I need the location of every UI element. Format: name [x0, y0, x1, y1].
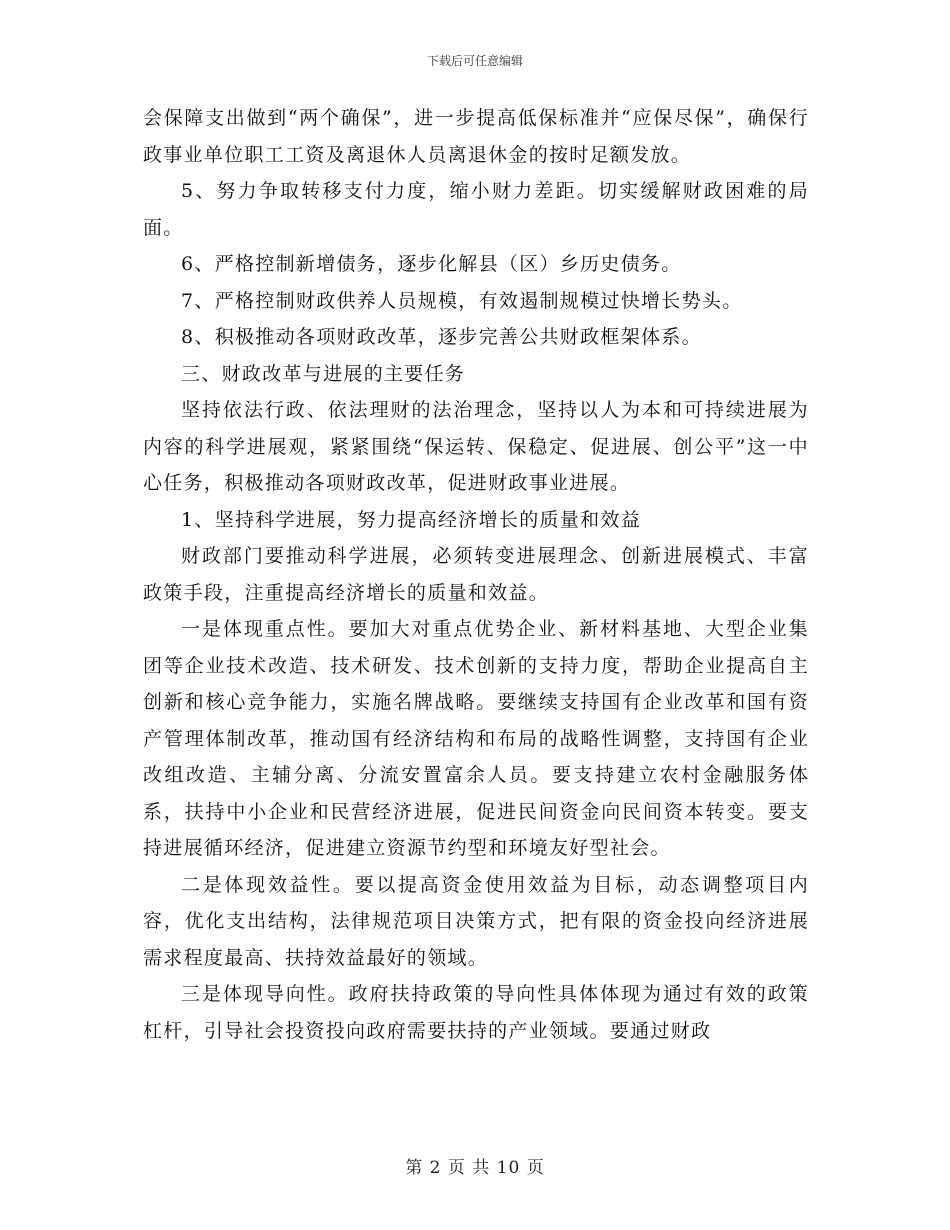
paragraph: 会保障支出做到“两个确保”，进一步提高低保标准并“应保尽保”，确保行政事业单位职工工资及离退休人员离退休金的按时足额发放。: [143, 107, 809, 166]
page-header: 下载后可任意编辑: [426, 54, 523, 68]
paragraph: 三是体现导向性。政府扶持政策的导向性具体体现为通过有效的政策杠杆，引导社会投资投向政府需要扶持的产业领域。要通过财政: [143, 983, 809, 1042]
paragraph: 7、严格控制财政供养人员规模，有效遏制规模过快增长势头。: [181, 289, 743, 312]
paragraph: 8、积极推动各项财政改革，逐步完善公共财政框架体系。: [181, 326, 702, 348]
paragraph: 二是体现效益性。要以提高资金使用效益为目标，动态调整项目内容，优化支出结构，法律规范项目决策方式，把有限的资金投向经济进展需求程度最高、扶持效益最好的领域。: [143, 873, 809, 969]
paragraph: 坚持依法行政、依法理财的法治理念，坚持以人为本和可持续进展为内容的科学进展观，紧紧围绕“保运转、保稳定、促进展、创公平”这一中心任务，积极推动各项财政改革，促进财政事业进展。: [143, 399, 809, 494]
paragraph: 财政部门要推动科学进展，必须转变进展理念、创新进展模式、丰富政策手段，注重提高经济增长的质量和效益。: [143, 545, 809, 604]
paragraph: 6、严格控制新增债务，逐步化解县（区）乡历史债务。: [181, 253, 682, 275]
paragraph: 一是体现重点性。要加大对重点优势企业、新材料基地、大型企业集团等企业技术改造、技术研发、技术创新的支持力度，帮助企业提高自主创新和核心竞争能力，实施名牌战略。要继续支持国有企业改革和国有资产管理体制改革，推动国有经济结构和布局的战略性调整，支持国有企业改组改造、主辅分离、分流安置富余人员。要支持建立农村金融服务体系，扶持中小企业和民营经济进展，促进民间资金向民间资本转变。要支持进展循环经济，促进建立资源节约型和环境友好型社会。: [143, 618, 809, 859]
page-number-footer: 第 2 页 共 10 页: [405, 1158, 545, 1178]
document-body: [143, 100, 809, 1049]
subsection-heading: 1、坚持科学进展，努力提高经济增长的质量和效益: [181, 508, 641, 531]
section-heading: 三、财政改革与进展的主要任务: [181, 362, 466, 385]
paragraph: 5、努力争取转移支付力度，缩小财力差距。切实缓解财政困难的局面。: [143, 180, 809, 239]
